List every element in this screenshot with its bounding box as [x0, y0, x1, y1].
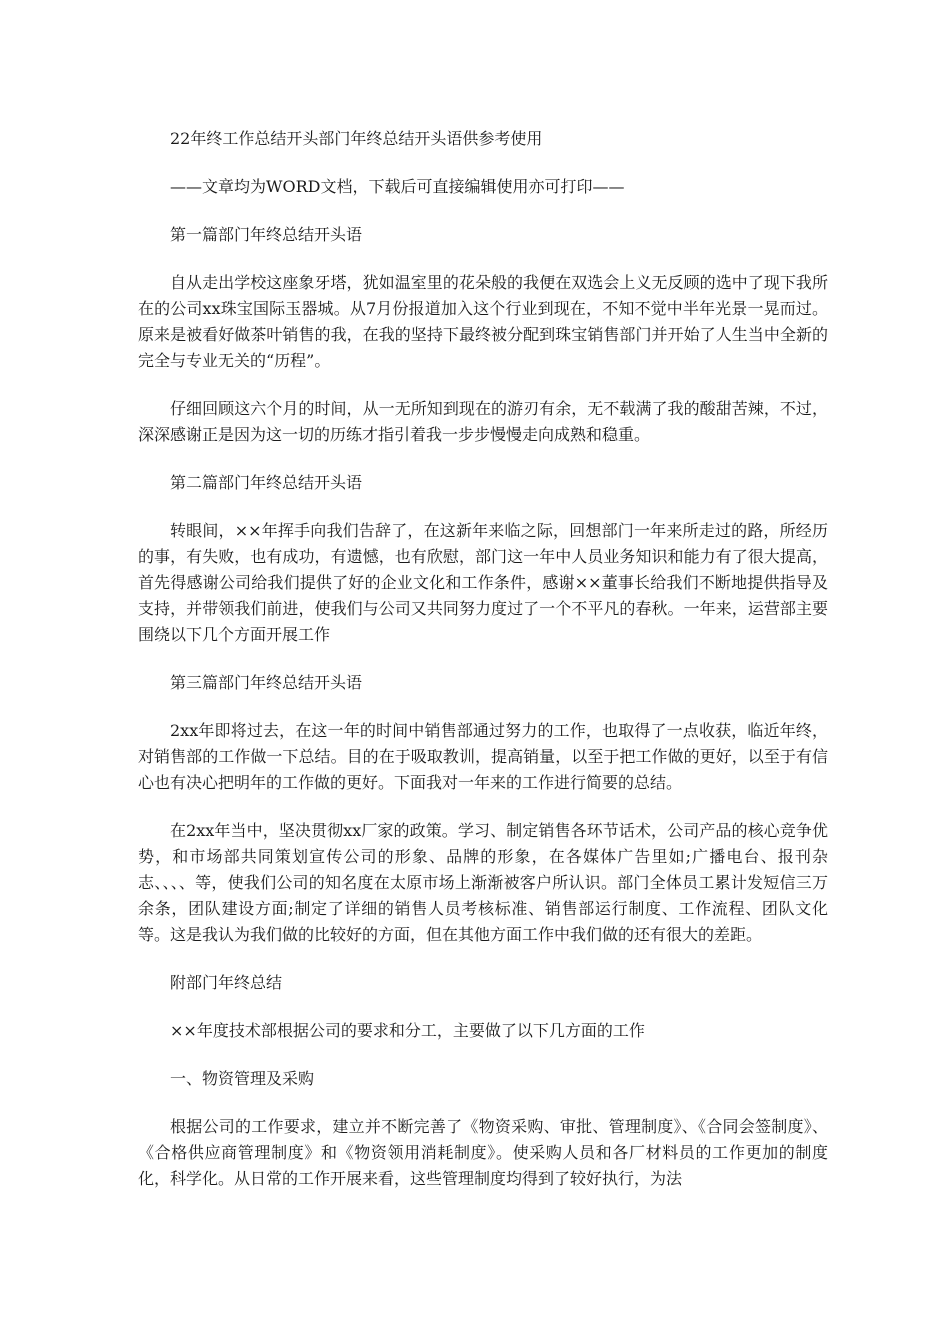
document-body	[138, 126, 828, 1192]
document-subtitle: ——文章均为WORD文档，下载后可直接编辑使用亦可打印——	[170, 177, 625, 196]
section-heading: 第一篇部门年终总结开头语	[170, 225, 363, 244]
paragraph: 仔细回顾这六个月的时间，从一无所知到现在的游刃有余，无不载满了我的酸甜苦辣，不过，深深感谢正是因为这一切的历练才指引着我一步步慢慢走向成熟和稳重。	[138, 399, 828, 444]
paragraph: 根据公司的工作要求，建立并不断完善了《物资采购、审批、管理制度》、《合同会签制度》、《合格供应商管理制度》和《物资领用消耗制度》。使采购人员和各厂材料员的工作更加的制度化，科学化。从日常的工作开展来看，这些管理制度均得到了较好执行，为法	[138, 1117, 828, 1188]
section-heading: 附部门年终总结	[170, 973, 283, 992]
section-heading: 一、物资管理及采购	[170, 1069, 315, 1088]
paragraph: ××年度技术部根据公司的要求和分工，主要做了以下几方面的工作	[170, 1021, 645, 1040]
section-heading: 第三篇部门年终总结开头语	[170, 673, 363, 692]
paragraph: 在2xx年当中，坚决贯彻xx厂家的政策。学习、制定销售各环节话术，公司产品的核心竞争优势，和市场部共同策划宣传公司的形象、品牌的形象，在各媒体广告里如;广播电台、报刊杂志、、、、等，使我们公司的知名度在太原市场上渐渐被客户所认识。部门全体员工累计发短信三万余条，团队建设方面;制定了详细的销售人员考核标准、销售部运行制度、工作流程、团队文化等。这是我认为我们做的比较好的方面，但在其他方面工作中我们做的还有很大的差距。	[138, 821, 828, 944]
paragraph: 转眼间，××年挥手向我们告辞了，在这新年来临之际，回想部门一年来所走过的路，所经历的事，有失败，也有成功，有遗憾，也有欣慰，部门这一年中人员业务知识和能力有了很大提高，首先得感谢公司给我们提供了好的企业文化和工作条件，感谢××董事长给我们不断地提供指导及支持，并带领我们前进，使我们与公司又共同努力度过了一个不平凡的春秋。一年来，运营部主要围绕以下几个方面开展工作	[138, 521, 828, 644]
paragraph: 自从走出学校这座象牙塔，犹如温室里的花朵般的我便在双选会上义无反顾的选中了现下我所在的公司xx珠宝国际玉器城。从7月份报道加入这个行业到现在，不知不觉中半年光景一晃而过。原来是被看好做茶叶销售的我，在我的坚持下最终被分配到珠宝销售部门并开始了人生当中全新的完全与专业无关的“历程”。	[138, 273, 828, 370]
paragraph: 2xx年即将过去，在这一年的时间中销售部通过努力的工作，也取得了一点收获，临近年终，对销售部的工作做一下总结。目的在于吸取教训，提高销量，以至于把工作做的更好，以至于有信心也有决心把明年的工作做的更好。下面我对一年来的工作进行简要的总结。	[138, 721, 828, 792]
document-title: 22年终工作总结开头部门年终总结开头语供参考使用	[170, 129, 543, 148]
section-heading: 第二篇部门年终总结开头语	[170, 473, 363, 492]
